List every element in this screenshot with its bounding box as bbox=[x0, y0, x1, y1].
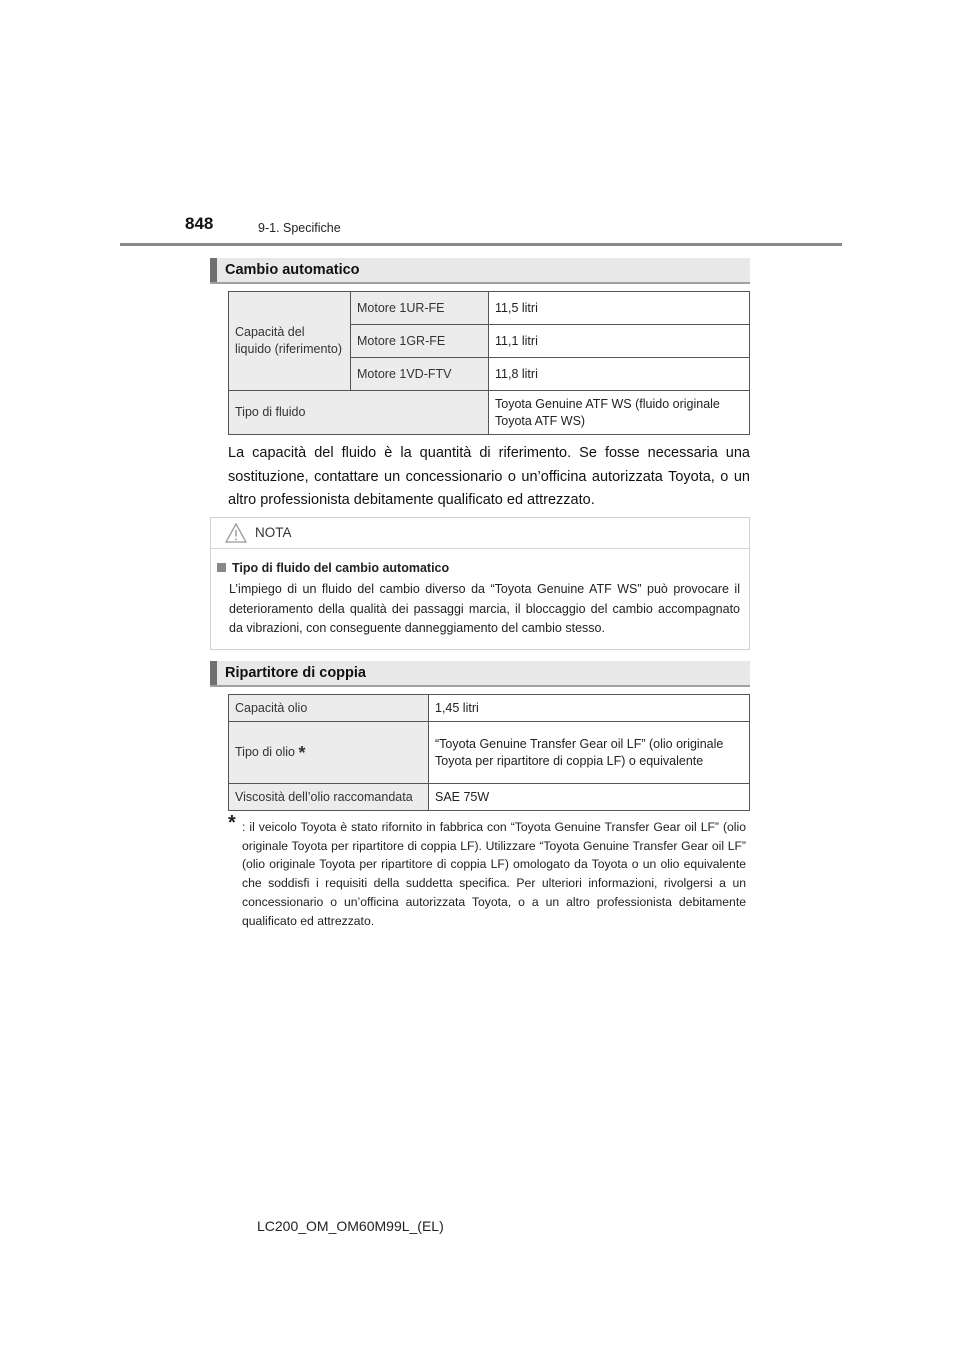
heading-underline bbox=[210, 282, 750, 284]
engine-cell: Motore 1GR-FE bbox=[351, 325, 489, 358]
section-reference: 9-1. Specifiche bbox=[258, 221, 341, 235]
table-row bbox=[229, 292, 750, 325]
value-cell: 11,8 litri bbox=[489, 358, 750, 391]
value-cell: 11,1 litri bbox=[489, 325, 750, 358]
table-row bbox=[229, 391, 750, 435]
nota-header bbox=[211, 518, 749, 549]
warning-triangle-icon bbox=[225, 523, 247, 543]
page-number: 848 bbox=[185, 214, 214, 233]
fluid-value-cell: Toyota Genuine ATF WS (fluido originale Toyota ATF WS) bbox=[489, 391, 750, 435]
nota-item-title: Tipo di fluido del cambio automatico bbox=[232, 561, 450, 575]
engine-cell: Motore 1UR-FE bbox=[351, 292, 489, 325]
footnote-asterisk: * bbox=[228, 812, 236, 834]
document-code: LC200_OM_OM60M99L_(EL) bbox=[257, 1218, 444, 1234]
label-cell bbox=[229, 722, 429, 784]
capacity-label-cell: Capacità del liquido (riferimento) bbox=[229, 292, 351, 391]
section-title: Cambio automatico bbox=[225, 262, 360, 278]
nota-item-text: L’impiego di un fluido del cambio diverso da “Toyota Genuine ATF WS” può provocare il deterioramento della qualità dei passaggi marcia, il bloccaggio del cambio accompagnato da vibrazioni, con conseguente danneggiamento del cambio stesso. bbox=[229, 582, 740, 635]
table-row bbox=[229, 784, 750, 811]
ripartitore-spec-table bbox=[228, 694, 750, 811]
section-title: Ripartitore di coppia bbox=[225, 665, 366, 681]
oil-type-label: Tipo di olio bbox=[235, 744, 299, 759]
table-row bbox=[229, 722, 750, 784]
engine-cell: Motore 1VD-FTV bbox=[351, 358, 489, 391]
header-rule bbox=[120, 243, 842, 246]
value-cell: “Toyota Genuine Transfer Gear oil LF” (olio originale Toyota per ripartitore di coppia LF) o equivalente bbox=[429, 722, 750, 784]
nota-box bbox=[210, 517, 750, 650]
table-row bbox=[229, 695, 750, 722]
bullet-square-icon bbox=[217, 563, 226, 572]
capacity-note-paragraph: La capacità del fluido è la quantità di riferimento. Se fosse necessaria una sostituzione, contattare un concessionario o un’officina autorizzata Toyota, o un altro professionista debitamente qualificato ed attrezzato. bbox=[228, 445, 750, 508]
nota-item-heading bbox=[217, 561, 449, 575]
label-cell: Viscosità dell’olio raccomandata bbox=[229, 784, 429, 811]
heading-underline bbox=[210, 685, 750, 687]
footnote bbox=[228, 812, 746, 930]
nota-title: NOTA bbox=[255, 525, 292, 540]
value-cell: 1,45 litri bbox=[429, 695, 750, 722]
footnote-text: : il veicolo Toyota è stato rifornito in fabbrica con “Toyota Genuine Transfer Gear oil LF” (olio originale Toyota per ripartitore di coppia LF). Utilizzare “Toyota Genuine Transfer Gear oil LF” (olio originale Toyota per ripartitore di coppia LF) omologato da Toyota o un olio equivalente che soddisfi i requisiti della suddetta specifica. Per ulteriori informazioni, rivolgersi a un concessionario o un’officina autorizzata Toyota, o a un altro professionista debitamente qualificato ed attrezzato. bbox=[242, 820, 746, 928]
label-cell: Capacità olio bbox=[229, 695, 429, 722]
section-heading-cambio bbox=[210, 258, 750, 282]
fluid-label-cell: Tipo di fluido bbox=[229, 391, 489, 435]
value-cell: SAE 75W bbox=[429, 784, 750, 811]
asterisk-mark: * bbox=[298, 742, 306, 763]
section-heading-ripartitore bbox=[210, 661, 750, 685]
value-cell: 11,5 litri bbox=[489, 292, 750, 325]
cambio-spec-table bbox=[228, 291, 750, 435]
